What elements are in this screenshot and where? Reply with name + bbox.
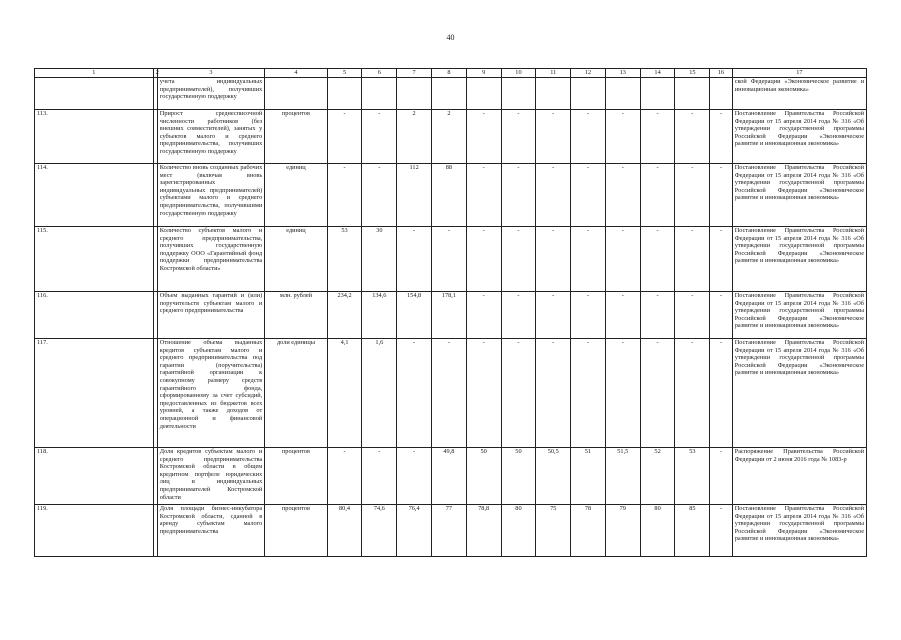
column-header: 12	[571, 69, 606, 78]
value-cell: -	[327, 448, 362, 505]
value-cell: 51	[571, 448, 606, 505]
column-header: 2	[153, 69, 157, 78]
value-cell: -	[640, 110, 675, 164]
table-row	[35, 227, 867, 292]
value-cell: -	[327, 164, 362, 227]
value-cell: -	[397, 448, 432, 505]
value-cell: 2	[397, 110, 432, 164]
value-cell: -	[432, 339, 467, 448]
value-cell: 78	[571, 505, 606, 557]
value-cell: -	[466, 292, 501, 339]
value-cell: 178,1	[432, 292, 467, 339]
value-cell	[675, 78, 710, 110]
row-number: 113.	[35, 110, 154, 164]
indicator-name: Доля площади бизнес-инкубатора Костромской области, сданной в аренду субъектам малого предпринимательства	[157, 505, 264, 557]
value-cell: 76,4	[397, 505, 432, 557]
unit-cell: единиц	[265, 164, 327, 227]
value-cell: -	[466, 164, 501, 227]
value-cell: -	[362, 164, 397, 227]
value-cell	[536, 78, 571, 110]
value-cell: -	[536, 227, 571, 292]
source-document: Постановление Правительства Российской Федерации от 15 апреля 2014 года № 316 «Об утверждении государственной программы Российской Федерации «Экономическое развитие и инновационная экономика»	[732, 227, 866, 292]
value-cell: 50,5	[536, 448, 571, 505]
column-header: 11	[536, 69, 571, 78]
value-cell: -	[571, 110, 606, 164]
unit-cell: млн. рублей	[265, 292, 327, 339]
unit-cell: единиц	[265, 227, 327, 292]
source-document: Постановление Правительства Российской Федерации от 15 апреля 2014 года № 316 «Об утверждении государственной программы Российской Федерации «Экономическое развитие и инновационная экономика»	[732, 110, 866, 164]
source-document: ской Федерации «Экономическое развитие и инновационная экономика»	[732, 78, 866, 110]
column-header: 8	[432, 69, 467, 78]
value-cell: -	[710, 110, 733, 164]
column-header: 9	[466, 69, 501, 78]
row-number: 114.	[35, 164, 154, 227]
table-row	[35, 448, 867, 505]
table-row	[35, 505, 867, 557]
value-cell: 50	[466, 448, 501, 505]
value-cell: 80	[640, 505, 675, 557]
value-cell: 234,2	[327, 292, 362, 339]
value-cell: 80	[501, 505, 536, 557]
value-cell: 53	[327, 227, 362, 292]
value-cell: -	[536, 339, 571, 448]
column-header: 17	[732, 69, 866, 78]
indicator-name: учета индивидуальных предпринимателей), получивших государственную поддержку	[157, 78, 264, 110]
value-cell: -	[605, 164, 640, 227]
value-cell: -	[640, 292, 675, 339]
source-document: Распоряжение Правительства Российской Федерации от 2 июня 2016 года № 1083-р	[732, 448, 866, 505]
value-cell: -	[362, 110, 397, 164]
value-cell: -	[710, 292, 733, 339]
value-cell: -	[536, 292, 571, 339]
value-cell: -	[466, 227, 501, 292]
value-cell	[640, 78, 675, 110]
value-cell: 134,6	[362, 292, 397, 339]
value-cell: -	[536, 164, 571, 227]
value-cell: -	[675, 339, 710, 448]
value-cell: 85	[675, 505, 710, 557]
header-row	[35, 69, 867, 78]
value-cell: -	[362, 448, 397, 505]
unit-cell: процентов	[265, 448, 327, 505]
value-cell	[397, 78, 432, 110]
value-cell: -	[605, 292, 640, 339]
value-cell: -	[501, 292, 536, 339]
value-cell: 112	[397, 164, 432, 227]
value-cell: 49,8	[432, 448, 467, 505]
value-cell: -	[605, 227, 640, 292]
value-cell: 88	[432, 164, 467, 227]
unit-cell: процентов	[265, 110, 327, 164]
source-document: Постановление Правительства Российской Федерации от 15 апреля 2014 года № 316 «Об утверждении государственной программы Российской Федерации «Экономическое развитие и инновационная экономика»	[732, 339, 866, 448]
table-row	[35, 339, 867, 448]
column-header: 10	[501, 69, 536, 78]
value-cell: -	[501, 110, 536, 164]
value-cell: -	[640, 339, 675, 448]
value-cell: -	[710, 339, 733, 448]
row-number: 116.	[35, 292, 154, 339]
value-cell: -	[605, 110, 640, 164]
indicator-name: Количество субъектов малого и среднего предпринимательства, получивших государственную поддержку ООО «Гарантийный фонд поддержки предпринимательства Костромской области»	[157, 227, 264, 292]
value-cell: -	[675, 227, 710, 292]
value-cell: 51,5	[605, 448, 640, 505]
value-cell	[327, 78, 362, 110]
value-cell: -	[675, 110, 710, 164]
value-cell: 30	[362, 227, 397, 292]
unit-cell: доли единицы	[265, 339, 327, 448]
value-cell: -	[501, 339, 536, 448]
value-cell: 80,4	[327, 505, 362, 557]
value-cell: 50	[501, 448, 536, 505]
indicator-name: Прирост среднесписочной численности работников (без внешних совместителей), занятых у субъектов малого и среднего предпринимательства, получивших государственную поддержку	[157, 110, 264, 164]
value-cell: -	[466, 339, 501, 448]
column-header: 13	[605, 69, 640, 78]
value-cell	[466, 78, 501, 110]
indicator-name: Доля кредитов субъектам малого и среднего предпринимательства Костромской области в общем кредитном портфеле юридических лиц и индивидуальных предпринимателей Костромской области	[157, 448, 264, 505]
value-cell: 1,6	[362, 339, 397, 448]
value-cell: 74,6	[362, 505, 397, 557]
value-cell: 2	[432, 110, 467, 164]
row-number	[35, 78, 154, 110]
table-row	[35, 292, 867, 339]
value-cell	[362, 78, 397, 110]
unit-cell	[265, 78, 327, 110]
row-number: 115.	[35, 227, 154, 292]
value-cell	[501, 78, 536, 110]
column-header: 7	[397, 69, 432, 78]
value-cell	[571, 78, 606, 110]
unit-cell: процентов	[265, 505, 327, 557]
value-cell: 154,8	[397, 292, 432, 339]
table-row	[35, 78, 867, 110]
value-cell: 78,8	[466, 505, 501, 557]
value-cell: -	[501, 164, 536, 227]
value-cell: 53	[675, 448, 710, 505]
value-cell: -	[571, 227, 606, 292]
indicator-name: Отношение объема выданных кредитов субъектам малого и среднего предпринимательства под гарантии (поручительства) гарантийной организации к совокупному размеру средств гарантийного фонда, сформированному за счет субсидий, предоставленных из бюджетов всех уровней, а также доходов от операционной и финансовой деятельности	[157, 339, 264, 448]
value-cell: -	[501, 227, 536, 292]
value-cell: -	[640, 227, 675, 292]
value-cell: -	[327, 110, 362, 164]
value-cell: -	[675, 164, 710, 227]
value-cell: 79	[605, 505, 640, 557]
value-cell: -	[605, 339, 640, 448]
column-header: 15	[675, 69, 710, 78]
value-cell: -	[571, 292, 606, 339]
value-cell: -	[397, 227, 432, 292]
column-header: 14	[640, 69, 675, 78]
value-cell: 4,1	[327, 339, 362, 448]
value-cell: -	[536, 110, 571, 164]
source-document: Постановление Правительства Российской Федерации от 15 апреля 2014 года № 316 «Об утверждении государственной программы Российской Федерации «Экономическое развитие и инновационная экономика»	[732, 505, 866, 557]
column-header: 6	[362, 69, 397, 78]
indicators-table	[34, 68, 867, 557]
value-cell: -	[710, 227, 733, 292]
value-cell: -	[571, 339, 606, 448]
column-header: 4	[265, 69, 327, 78]
value-cell: -	[710, 505, 733, 557]
row-number: 117.	[35, 339, 154, 448]
value-cell: -	[640, 164, 675, 227]
source-document: Постановление Правительства Российской Федерации от 15 апреля 2014 года № 316 «Об утверждении государственной программы Российской Федерации «Экономическое развитие и инновационная экономика»	[732, 164, 866, 227]
source-document: Постановление Правительства Российской Федерации от 15 апреля 2014 года № 316 «Об утверждении государственной программы Российской Федерации «Экономическое развитие и инновационная экономика»	[732, 292, 866, 339]
value-cell: -	[432, 227, 467, 292]
value-cell	[605, 78, 640, 110]
value-cell: -	[397, 339, 432, 448]
value-cell: -	[710, 164, 733, 227]
column-header: 3	[157, 69, 264, 78]
value-cell: -	[466, 110, 501, 164]
table-row	[35, 164, 867, 227]
column-header: 16	[710, 69, 733, 78]
indicator-name: Количество вновь созданных рабочих мест (включая вновь зарегистрированных индивидуальных предпринимателей) субъектами малого и среднего предпринимательства, получившими государственную поддержку	[157, 164, 264, 227]
value-cell: 75	[536, 505, 571, 557]
value-cell: -	[675, 292, 710, 339]
page-number: 40	[446, 33, 455, 42]
row-number: 118.	[35, 448, 154, 505]
column-header: 5	[327, 69, 362, 78]
value-cell: 52	[640, 448, 675, 505]
table-row	[35, 110, 867, 164]
value-cell: 77	[432, 505, 467, 557]
value-cell	[432, 78, 467, 110]
value-cell: -	[710, 448, 733, 505]
indicator-name: Объем выданных гарантий и (или) поручительств субъектам малого и среднего предпринимательства	[157, 292, 264, 339]
value-cell	[710, 78, 733, 110]
column-header: 1	[35, 69, 154, 78]
row-number: 119.	[35, 505, 154, 557]
value-cell: -	[571, 164, 606, 227]
